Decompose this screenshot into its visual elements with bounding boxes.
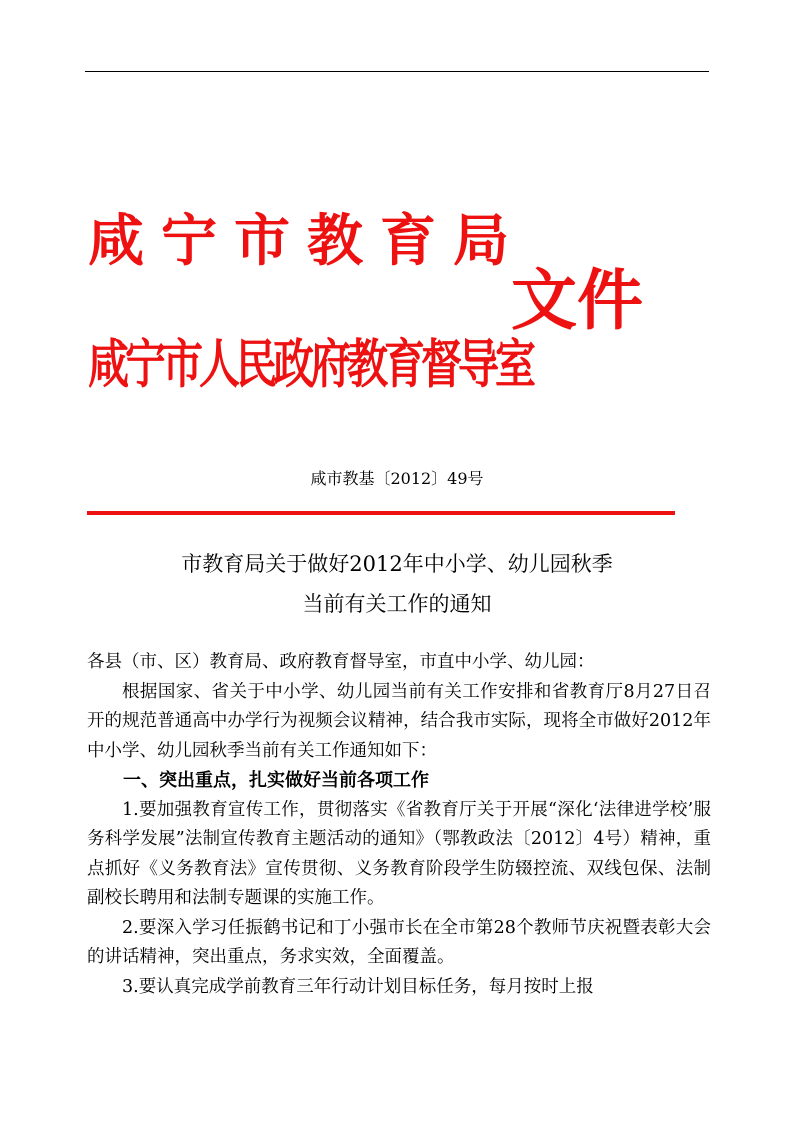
section-heading-1: 一、突出重点，扎实做好当前各项工作	[123, 770, 429, 791]
list-item-3: 3.要认真完成学前教育三年行动计划目标任务，每月按时上报	[122, 976, 594, 997]
intro-paragraph: 根据国家、省关于中小学、幼儿园当前有关工作安排和省教育厅8月27日召开的规范普通高中办学行为视频会议精神，结合我市实际，现将全市做好2012年中小学、幼儿园秋季当前有关工作通知如下：	[87, 681, 711, 761]
red-separator-rule	[87, 511, 675, 515]
document-number: 咸市教基〔2012〕49号	[310, 469, 484, 488]
salutation: 各县（市、区）教育局、政府教育督导室，市直中小学、幼儿园：	[87, 652, 595, 672]
title-line-2: 当前有关工作的通知	[302, 592, 492, 616]
document-title	[0, 544, 794, 624]
document-body	[87, 648, 711, 1002]
document-type-label: 文件	[511, 262, 643, 339]
header-rule	[85, 71, 709, 72]
issuing-org-education-supervision-office: 咸宁市人民政府教育督导室	[88, 333, 532, 395]
list-item-1: 1.要加强教育宣传工作，贯彻落实《省教育厅关于开展“深化‘法律进学校’服务科学发展”法制宣传教育主题活动的通知》（鄂教政法〔2012〕4号）精神，重点抓好《义务教育法》宣传贯彻、义务教育阶段学生防辍控流、双线包保、法制副校长聘用和法制专题课的实施工作。	[87, 799, 711, 908]
issuing-org-education-bureau: 咸宁市教育局	[88, 209, 526, 274]
title-line-1: 市教育局关于做好2012年中小学、幼儿园秋季	[181, 552, 613, 576]
list-item-2: 2.要深入学习任振鹤书记和丁小强市长在全市第28个教师节庆祝暨表彰大会的讲话精神，突出重点，务求实效，全面覆盖。	[87, 917, 711, 967]
